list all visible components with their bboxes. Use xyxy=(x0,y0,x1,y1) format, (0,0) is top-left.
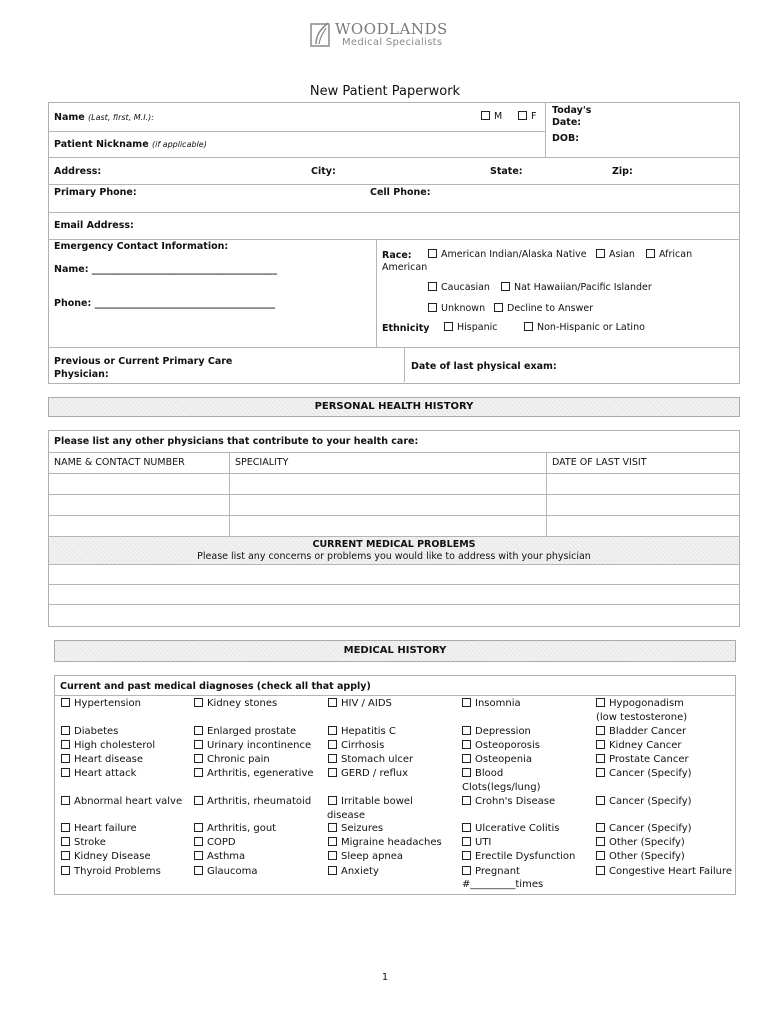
address-label: Address: xyxy=(54,166,102,177)
diagnosis-option[interactable] xyxy=(328,740,384,751)
diagnosis-option[interactable] xyxy=(462,866,520,877)
diagnosis-label: Other (Specify) xyxy=(609,851,685,862)
diagnosis-option[interactable] xyxy=(61,796,182,807)
diagnosis-label: Kidney Cancer xyxy=(609,740,682,751)
diagnosis-checkbox[interactable] xyxy=(596,754,605,763)
diagnosis-checkbox[interactable] xyxy=(194,754,203,763)
medical-history-heading: MEDICAL HISTORY xyxy=(54,640,736,662)
diagnosis-checkbox[interactable] xyxy=(328,740,337,749)
diagnosis-label: Kidney stones xyxy=(207,698,278,709)
diagnosis-checkbox[interactable] xyxy=(194,866,203,875)
diagnosis-label: Cancer (Specify) xyxy=(609,768,692,779)
diagnosis-option[interactable] xyxy=(596,740,681,751)
diagnosis-checkbox[interactable] xyxy=(194,768,203,777)
diagnosis-label: Urinary incontinence xyxy=(207,740,312,751)
diagnosis-label: Cancer (Specify) xyxy=(609,796,692,807)
diagnosis-checkbox[interactable] xyxy=(61,726,70,735)
diagnosis-checkbox[interactable] xyxy=(61,768,70,777)
race-american-cont: American xyxy=(382,262,428,273)
diagnosis-checkbox[interactable] xyxy=(596,726,605,735)
last-physical-label: Date of last physical exam: xyxy=(411,361,557,372)
col-name-contact: NAME & CONTACT NUMBER xyxy=(54,457,185,468)
diagnosis-option[interactable] xyxy=(61,851,151,862)
diagnosis-checkbox[interactable] xyxy=(596,768,605,777)
diagnosis-option[interactable] xyxy=(194,698,277,709)
nickname-label: Patient Nickname (if applicable) xyxy=(54,139,207,150)
sex-m-option[interactable]: M xyxy=(481,111,502,122)
diagnosis-label: Osteopenia xyxy=(475,754,533,765)
diagnosis-label: UTI xyxy=(475,837,492,848)
diagnosis-option[interactable] xyxy=(61,740,155,751)
physician-row-2-name[interactable] xyxy=(49,495,228,514)
diagnosis-option[interactable] xyxy=(596,851,685,862)
city-label: City: xyxy=(311,166,336,177)
diagnosis-checkbox[interactable] xyxy=(328,768,337,777)
diagnosis-option[interactable] xyxy=(462,768,503,779)
diagnosis-label: Heart attack xyxy=(74,768,137,779)
logo-subtitle: Medical Specialists xyxy=(342,37,443,48)
diagnosis-checkbox[interactable] xyxy=(194,851,203,860)
diagnosis-label: Heart disease xyxy=(74,754,143,765)
diagnosis-label: Irritable bowel xyxy=(341,796,413,807)
page-title: New Patient Paperwork xyxy=(309,84,461,99)
emergency-contact-label: Emergency Contact Information: xyxy=(54,241,229,252)
diagnosis-checkbox[interactable] xyxy=(328,823,337,832)
diagnosis-label: Arthritis, rheumatoid xyxy=(207,796,312,807)
diagnosis-label: Glaucoma xyxy=(207,866,258,877)
diagnosis-checkbox[interactable] xyxy=(328,698,337,707)
diagnosis-checkbox[interactable] xyxy=(328,796,337,805)
diagnosis-checkbox[interactable] xyxy=(596,698,605,707)
race-decline[interactable]: Decline to Answer xyxy=(494,303,593,314)
diagnosis-option[interactable] xyxy=(61,866,161,877)
diagnosis-label: Chronic pain xyxy=(207,754,270,765)
diagnosis-checkbox[interactable] xyxy=(61,866,70,875)
personal-health-history-heading: PERSONAL HEALTH HISTORY xyxy=(48,397,740,417)
diagnosis-checkbox[interactable] xyxy=(61,698,70,707)
diagnosis-option[interactable] xyxy=(462,740,540,751)
diagnosis-label: Prostate Cancer xyxy=(609,754,689,765)
diagnosis-label: Congestive Heart Failure xyxy=(609,866,733,877)
diagnosis-option[interactable] xyxy=(194,823,276,834)
diagnosis-label: Pregnant xyxy=(475,866,520,877)
diagnosis-label: Arthritis, egenerative xyxy=(207,768,314,779)
col-date-last-visit: DATE OF LAST VISIT xyxy=(552,457,647,468)
diagnosis-checkbox[interactable] xyxy=(194,740,203,749)
logo xyxy=(310,20,460,50)
diagnosis-label: Ulcerative Colitis xyxy=(475,823,560,834)
diagnosis-checkbox[interactable] xyxy=(328,851,337,860)
diagnosis-option[interactable] xyxy=(61,823,137,834)
cell-phone-label: Cell Phone: xyxy=(370,187,431,198)
diagnosis-label: Thyroid Problems xyxy=(74,866,161,877)
diagnosis-option[interactable] xyxy=(462,823,560,834)
current-problems-heading: CURRENT MEDICAL PROBLEMS xyxy=(312,539,476,550)
state-label: State: xyxy=(490,166,523,177)
pregnant-times: #_________times xyxy=(462,879,544,890)
diagnosis-option[interactable] xyxy=(61,726,118,737)
diagnosis-option[interactable] xyxy=(194,768,314,779)
diagnosis-option[interactable] xyxy=(194,754,270,765)
diagnosis-checkbox[interactable] xyxy=(61,837,70,846)
diagnosis-checkbox[interactable] xyxy=(61,796,70,805)
diagnosis-checkbox[interactable] xyxy=(194,823,203,832)
eth-non-hispanic[interactable]: Non-Hispanic or Latino xyxy=(524,322,645,333)
race-asian[interactable]: Asian xyxy=(596,249,635,260)
diagnosis-option[interactable] xyxy=(328,698,392,709)
diagnosis-option[interactable] xyxy=(61,837,106,848)
diagnosis-label: Other (Specify) xyxy=(609,837,685,848)
diagnosis-option[interactable] xyxy=(194,837,236,848)
diagnosis-label: Bladder Cancer xyxy=(609,726,687,737)
race-unknown[interactable]: Unknown xyxy=(428,303,485,314)
page-number: 1 xyxy=(381,972,389,983)
diagnosis-label: GERD / reflux xyxy=(341,768,409,779)
diagnosis-checkbox[interactable] xyxy=(462,698,471,707)
diagnosis-checkbox[interactable] xyxy=(61,754,70,763)
diagnosis-checkbox[interactable] xyxy=(194,837,203,846)
race-american-indian[interactable]: American Indian/Alaska Native xyxy=(428,249,587,260)
diagnosis-label: Anxiety xyxy=(341,866,379,877)
ibs-continued: disease xyxy=(327,810,365,821)
diagnosis-checkbox[interactable] xyxy=(328,726,337,735)
sex-f-option[interactable]: F xyxy=(518,111,536,122)
diagnosis-label: Osteoporosis xyxy=(475,740,540,751)
diagnosis-checkbox[interactable] xyxy=(462,823,471,832)
diagnosis-label: Hepatitis C xyxy=(341,726,396,737)
diagnosis-checkbox[interactable] xyxy=(194,796,203,805)
diagnosis-label: Sleep apnea xyxy=(341,851,404,862)
diagnosis-label: Abnormal heart valve xyxy=(74,796,183,807)
diagnosis-checkbox[interactable] xyxy=(462,726,471,735)
diagnosis-option[interactable] xyxy=(194,726,296,737)
primary-phone-label: Primary Phone: xyxy=(54,187,137,198)
diagnosis-option[interactable] xyxy=(462,726,531,737)
diagnosis-option[interactable] xyxy=(328,726,396,737)
race-hawaiian[interactable]: Nat Hawaiian/Pacific Islander xyxy=(501,282,652,293)
diagnosis-option[interactable] xyxy=(194,851,245,862)
diagnosis-option[interactable] xyxy=(328,823,383,834)
diagnosis-option[interactable] xyxy=(462,698,521,709)
logo-name: WOODLANDS xyxy=(335,20,448,38)
problem-row-2[interactable] xyxy=(49,585,739,603)
email-label: Email Address: xyxy=(54,220,134,231)
diagnosis-label: Kidney Disease xyxy=(74,851,151,862)
other-physicians-label: Please list any other physicians that contribute to your health care: xyxy=(54,436,419,447)
current-problems-subheading: Please list any concerns or problems you would like to address with your physician xyxy=(197,551,591,562)
leaf-logo-icon xyxy=(310,20,332,48)
diagnosis-option[interactable] xyxy=(194,796,311,807)
blood-clots-continued: Clots(legs/lung) xyxy=(462,782,541,793)
problem-row-3[interactable] xyxy=(49,605,739,624)
diagnosis-checkbox[interactable] xyxy=(462,851,471,860)
sex-f-checkbox[interactable] xyxy=(518,111,527,120)
diagnosis-label: Seizures xyxy=(341,823,384,834)
diagnosis-option[interactable] xyxy=(328,866,379,877)
ethnicity-label: Ethnicity xyxy=(382,323,430,334)
diagnosis-option[interactable] xyxy=(596,768,692,779)
diagnosis-option[interactable] xyxy=(328,754,413,765)
race-african[interactable]: African xyxy=(646,249,692,260)
diagnosis-option[interactable] xyxy=(462,796,555,807)
diagnosis-option[interactable] xyxy=(61,754,143,765)
col-specialty: SPECIALITY xyxy=(235,457,289,468)
diagnosis-label: Blood xyxy=(475,768,504,779)
diagnosis-checkbox[interactable] xyxy=(61,823,70,832)
diagnosis-label: Depression xyxy=(475,726,531,737)
diagnosis-checkbox[interactable] xyxy=(596,823,605,832)
dob-label: DOB: xyxy=(552,133,580,144)
diagnosis-option[interactable] xyxy=(328,851,403,862)
race-label: Race: xyxy=(382,250,412,261)
ec-phone-field[interactable]: Phone: ______________________________________ xyxy=(54,298,276,309)
diagnosis-checkbox[interactable] xyxy=(328,837,337,846)
diagnosis-option[interactable] xyxy=(462,754,532,765)
diagnosis-checkbox[interactable] xyxy=(462,837,471,846)
physician-row-1-name[interactable] xyxy=(49,474,228,493)
diagnosis-label: Stomach ulcer xyxy=(341,754,414,765)
diagnosis-label: Cirrhosis xyxy=(341,740,385,751)
diagnosis-label: Cancer (Specify) xyxy=(609,823,692,834)
diagnosis-option[interactable] xyxy=(596,754,689,765)
diagnosis-label: Enlarged prostate xyxy=(207,726,297,737)
diagnosis-option[interactable] xyxy=(328,837,442,848)
diagnosis-label: Crohn's Disease xyxy=(475,796,556,807)
diagnosis-checkbox[interactable] xyxy=(328,754,337,763)
diagnosis-checkbox[interactable] xyxy=(194,726,203,735)
diagnosis-option[interactable] xyxy=(596,823,692,834)
zip-label: Zip: xyxy=(612,166,633,177)
diagnosis-checkbox[interactable] xyxy=(462,866,471,875)
todays-date-label: Today's Date: xyxy=(552,105,592,128)
diagnosis-option[interactable] xyxy=(462,837,491,848)
diagnosis-label: Migraine headaches xyxy=(341,837,442,848)
diagnosis-label: Stroke xyxy=(74,837,106,848)
diagnosis-checkbox[interactable] xyxy=(596,866,605,875)
diagnosis-checkbox[interactable] xyxy=(61,851,70,860)
diagnosis-option[interactable] xyxy=(596,726,686,737)
diagnosis-label: Erectile Dysfunction xyxy=(475,851,576,862)
diagnosis-option[interactable] xyxy=(194,866,257,877)
diagnosis-label: Diabetes xyxy=(74,726,119,737)
diagnosis-option[interactable] xyxy=(328,768,408,779)
diagnosis-checkbox[interactable] xyxy=(462,740,471,749)
diagnosis-label: HIV / AIDS xyxy=(341,698,392,709)
diagnosis-option[interactable] xyxy=(194,740,311,751)
name-label: Name (Last, first, M.I.): xyxy=(54,112,154,123)
diagnosis-label: High cholesterol xyxy=(74,740,156,751)
pcp-label: Previous or Current Primary Care Physician: xyxy=(54,356,233,380)
diagnosis-label: Asthma xyxy=(207,851,246,862)
diagnosis-checkbox[interactable] xyxy=(596,796,605,805)
diagnosis-label: Arthritis, gout xyxy=(207,823,277,834)
diagnosis-checkbox[interactable] xyxy=(462,796,471,805)
diagnosis-checkbox[interactable] xyxy=(596,851,605,860)
physician-row-3-name[interactable] xyxy=(49,516,228,535)
problem-row-1[interactable] xyxy=(49,565,739,583)
diagnosis-checkbox[interactable] xyxy=(462,768,471,777)
diagnosis-checkbox[interactable] xyxy=(328,866,337,875)
diagnosis-option[interactable] xyxy=(61,768,136,779)
hypogonadism-note: (low testosterone) xyxy=(596,712,688,723)
diagnosis-label: COPD xyxy=(207,837,236,848)
diagnosis-option[interactable] xyxy=(61,698,141,709)
diagnosis-checkbox[interactable] xyxy=(61,740,70,749)
diagnosis-option[interactable] xyxy=(328,796,413,807)
diagnosis-option[interactable] xyxy=(596,866,732,877)
diagnosis-label: Heart failure xyxy=(74,823,137,834)
diagnosis-label: Hypogonadism xyxy=(609,698,684,709)
eth-hispanic[interactable]: Hispanic xyxy=(444,322,497,333)
diagnosis-checkbox[interactable] xyxy=(596,837,605,846)
diagnosis-option[interactable] xyxy=(596,698,684,709)
diagnosis-label: Hypertension xyxy=(74,698,141,709)
sex-m-checkbox[interactable] xyxy=(481,111,490,120)
diagnosis-checkbox[interactable] xyxy=(596,740,605,749)
medical-history-intro: Current and past medical diagnoses (check all that apply) xyxy=(60,681,371,692)
diagnosis-checkbox[interactable] xyxy=(194,698,203,707)
diagnosis-option[interactable] xyxy=(596,796,692,807)
diagnosis-option[interactable] xyxy=(462,851,575,862)
diagnosis-checkbox[interactable] xyxy=(462,754,471,763)
diagnosis-option[interactable] xyxy=(596,837,685,848)
race-caucasian[interactable]: Caucasian xyxy=(428,282,490,293)
ec-name-field[interactable]: Name: _______________________________________ xyxy=(54,264,278,275)
diagnosis-label: Insomnia xyxy=(475,698,521,709)
